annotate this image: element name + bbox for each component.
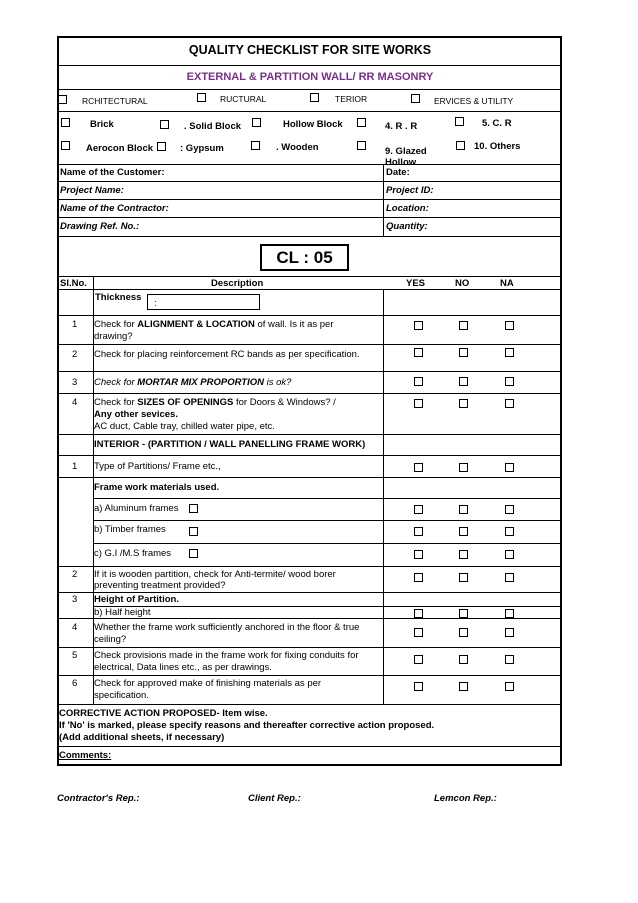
yes-checkbox[interactable] [414,348,423,357]
divider [57,236,562,237]
comments-label: Comments: [59,750,112,761]
project-name-label: Project Name: [60,185,124,196]
no-checkbox[interactable] [459,573,468,582]
page-subtitle: EXTERNAL & PARTITION WALL/ RR MASONRY [186,71,434,83]
yes-checkbox[interactable] [414,550,423,559]
frame-option-aluminum: a) Aluminum frames [94,503,179,514]
frame-timber-checkbox[interactable] [189,527,198,536]
material-checkbox-cr[interactable] [455,117,464,126]
category-checkbox-services[interactable] [411,94,420,103]
frame-option-gi-ms: c) G.I /M.S frames [94,548,172,559]
material-checkbox-glazed[interactable] [357,141,366,150]
yes-checkbox[interactable] [414,527,423,536]
category-label: RUCTURAL [220,94,267,104]
contractor-label: Name of the Contractor: [60,203,169,214]
yes-checkbox[interactable] [414,399,423,408]
na-checkbox[interactable] [505,399,514,408]
na-checkbox[interactable] [505,573,514,582]
col-description: Description [211,278,264,289]
category-label: ERVICES & UTILITY [434,96,514,106]
row-description: Type of Partitions/ Frame etc., [94,461,221,472]
interior-heading: INTERIOR - (PARTITION / WALL PANELLING FRAME WORK) [94,439,366,450]
divider [57,746,562,747]
na-checkbox[interactable] [505,321,514,330]
yes-checkbox[interactable] [414,463,423,472]
yes-checkbox[interactable] [414,573,423,582]
row-description: Check for placing reinforcement RC bands as per specification. [94,349,360,360]
yes-checkbox[interactable] [414,505,423,514]
no-checkbox[interactable] [459,399,468,408]
material-label: 9. Glazed [385,146,427,157]
divider [57,393,562,394]
row-description-line2: electrical, Data lines etc., as per drawings. [94,662,272,673]
quantity-label: Quantity: [386,221,428,232]
no-checkbox[interactable] [459,377,468,386]
na-checkbox[interactable] [505,682,514,691]
thickness-input[interactable] [147,294,260,310]
no-checkbox[interactable] [459,628,468,637]
divider [57,89,562,90]
date-label: Date: [386,167,410,178]
frame-gi-ms-checkbox[interactable] [189,549,198,558]
frame-aluminum-checkbox[interactable] [189,504,198,513]
no-checkbox[interactable] [459,682,468,691]
na-checkbox[interactable] [505,463,514,472]
na-checkbox[interactable] [505,505,514,514]
col-yes: YES [406,278,426,289]
na-checkbox[interactable] [505,609,514,618]
row-description: Height of Partition. [94,594,179,605]
divider [57,434,562,435]
material-checkbox-solid-block[interactable] [160,120,169,129]
page-title: QUALITY CHECKLIST FOR SITE WORKS [188,43,432,57]
material-checkbox-brick[interactable] [61,118,70,127]
frame-work-heading: Frame work materials used. [94,482,220,493]
no-checkbox[interactable] [459,527,468,536]
divider [57,592,562,593]
material-label: Aerocon Block [86,143,154,154]
row-description-line2: ceiling? [94,634,127,645]
yes-checkbox[interactable] [414,655,423,664]
na-checkbox[interactable] [505,655,514,664]
category-label: TERIOR [335,94,368,104]
row-description: Whether the frame work sufficiently anchored in the floor & true [94,622,360,633]
divider [57,477,562,478]
customer-label: Name of the Customer: [60,167,165,178]
divider [57,164,562,165]
no-checkbox[interactable] [459,609,468,618]
material-label: 4. R . R [385,121,418,132]
row-sl: 4 [72,397,78,408]
material-label: Hollow Block [283,119,343,130]
no-checkbox[interactable] [459,655,468,664]
col-na: NA [500,278,514,289]
divider [93,606,562,607]
corrective-instruction: If 'No' is marked, please specify reasons and thereafter corrective action proposed. [59,720,435,731]
row-description: If it is wooden partition, check for Anti-termite/ wood borer [94,569,336,580]
material-checkbox-aerocon[interactable] [61,141,70,150]
corrective-heading: CORRECTIVE ACTION PROPOSED- Item wise. [59,708,268,719]
row-description-line2: b) Half height [94,607,151,618]
frame-option-timber: b) Timber frames [94,524,166,535]
material-label: 10. Others [474,141,521,152]
material-checkbox-hollow-block[interactable] [252,118,261,127]
col-sl: Sl.No. [60,278,87,289]
no-checkbox[interactable] [459,550,468,559]
yes-checkbox[interactable] [414,682,423,691]
row-description: Check provisions made in the frame work for fixing conduits for [94,650,359,661]
divider [57,199,562,200]
thickness-value: : [154,298,157,309]
no-checkbox[interactable] [459,505,468,514]
divider [57,315,562,316]
category-checkbox-architectural[interactable] [58,95,67,104]
yes-checkbox[interactable] [414,377,423,386]
divider [57,111,562,112]
material-label: . Wooden [276,142,319,153]
divider [57,566,562,567]
row-description-line2: preventing treatment provided? [94,580,226,591]
row-sl: 6 [72,678,78,689]
project-id-label: Project ID: [386,185,434,196]
category-label: RCHITECTURAL [82,96,148,106]
yes-checkbox[interactable] [414,628,423,637]
material-label: Hollow [385,157,417,164]
divider [93,498,562,499]
divider [383,164,384,236]
material-checkbox-wooden[interactable] [251,141,260,150]
drawing-ref-label: Drawing Ref. No.: [60,221,140,232]
row-description-line2: Any other sevices. [94,409,178,420]
row-sl: 3 [72,594,78,605]
na-checkbox[interactable] [505,550,514,559]
na-checkbox[interactable] [505,377,514,386]
yes-checkbox[interactable] [414,321,423,330]
yes-checkbox[interactable] [414,609,423,618]
material-label: Brick [90,119,114,130]
divider [57,675,562,676]
row-sl: 1 [72,319,78,330]
material-checkbox-gypsum[interactable] [157,142,166,151]
row-description-line3: AC duct, Cable tray, chilled water pipe, etc. [94,421,275,432]
divider [93,543,562,544]
row-description: Check for approved make of finishing materials as per [94,678,322,689]
na-checkbox[interactable] [505,348,514,357]
divider [57,217,562,218]
divider [57,289,562,290]
row-description-line2: drawing? [94,331,133,342]
divider [57,181,562,182]
row-description: Check for ALIGNMENT & LOCATION of wall. Is it as per [94,319,334,330]
divider [57,344,562,345]
row-sl: 1 [72,461,78,472]
no-checkbox[interactable] [459,348,468,357]
contractor-rep-label: Contractor's Rep.: [57,793,140,804]
row-sl: 2 [72,569,78,580]
row-sl: 3 [72,377,78,388]
divider [57,455,562,456]
checklist-code: CL : 05 [260,244,349,271]
material-label: 5. C. R [482,118,512,129]
divider [57,65,562,66]
material-checkbox-rr[interactable] [357,118,366,127]
row-sl: 2 [72,349,78,360]
divider [57,647,562,648]
divider [383,289,384,704]
divider [57,276,562,277]
corrective-note: (Add additional sheets, if necessary) [59,732,225,743]
row-sl: 5 [72,650,78,661]
row-description: Check for SIZES OF OPENINGS for Doors & Windows? / [94,397,336,408]
row-description: Check for MORTAR MIX PROPORTION is ok? [94,377,292,388]
location-label: Location: [386,203,429,214]
divider [93,520,562,521]
no-checkbox[interactable] [459,321,468,330]
col-no: NO [455,278,470,289]
material-checkbox-others[interactable] [456,141,465,150]
na-checkbox[interactable] [505,527,514,536]
thickness-label: Thickness [95,292,142,303]
material-label: : Gypsum [180,143,224,154]
na-checkbox[interactable] [505,628,514,637]
divider [57,371,562,372]
divider [57,618,562,619]
divider [57,704,562,705]
client-rep-label: Client Rep.: [248,793,301,804]
lemcon-rep-label: Lemcon Rep.: [434,793,497,804]
row-sl: 4 [72,622,78,633]
no-checkbox[interactable] [459,463,468,472]
category-checkbox-interior[interactable] [310,93,319,102]
category-checkbox-structural[interactable] [197,93,206,102]
material-label: . Solid Block [184,121,242,132]
row-description-line2: specification. [94,690,149,701]
